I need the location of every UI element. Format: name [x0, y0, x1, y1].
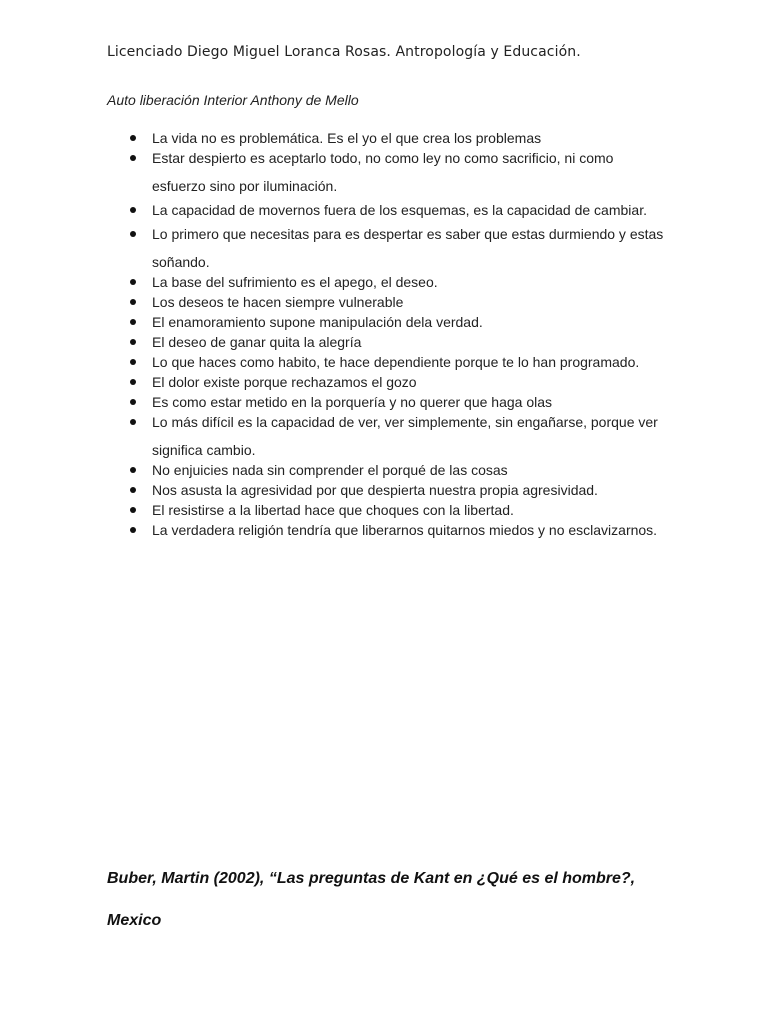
bullet-icon: [130, 155, 136, 161]
list-item-text: Lo más difícil es la capacidad de ver, ver simplemente, sin engañarse, porque ver significa cambio.: [152, 414, 658, 458]
bullet-icon: [130, 207, 136, 213]
bullet-icon: [130, 419, 136, 425]
list-item-text: Es como estar metido en la porquería y no querer que haga olas: [152, 394, 553, 410]
bullet-icon: [130, 359, 136, 365]
list-item-text: Lo primero que necesitas para es despertar es saber que estas durmiendo y estas soñando.: [152, 226, 664, 270]
bullet-icon: [130, 339, 136, 345]
bullet-icon: [130, 399, 136, 405]
list-item-text: Nos asusta la agresividad por que despierta nuestra propia agresividad.: [152, 482, 598, 498]
bullet-icon: [130, 507, 136, 513]
reference-line-1: Buber, Martin (2002), “Las preguntas de Kant en ¿Qué es el hombre?,: [107, 870, 636, 887]
list-item: [107, 372, 667, 392]
bullet-icon: [130, 487, 136, 493]
list-item: [107, 220, 667, 276]
list-item-text: La vida no es problemática. Es el yo el que crea los problemas: [152, 130, 542, 146]
list-item: [107, 480, 667, 500]
list-item-text: El enamoramiento supone manipulación dela verdad.: [152, 314, 483, 330]
list-item-text: La capacidad de movernos fuera de los esquemas, es la capacidad de cambiar.: [152, 202, 647, 218]
list-item: [107, 460, 667, 480]
bullet-icon: [130, 527, 136, 533]
bullet-icon: [130, 135, 136, 141]
reference-line-2: Mexico: [107, 912, 162, 929]
document-subtitle: Auto liberación Interior Anthony de Mello: [107, 92, 359, 108]
list-item: [107, 312, 667, 332]
list-item: [107, 272, 667, 292]
list-item: [107, 144, 667, 200]
list-item: [107, 516, 667, 544]
bullet-list: [107, 128, 667, 540]
bullet-icon: [130, 379, 136, 385]
list-item: [107, 408, 667, 464]
bullet-icon: [130, 231, 136, 237]
bullet-icon: [130, 279, 136, 285]
bullet-icon: [130, 319, 136, 325]
bullet-icon: [130, 299, 136, 305]
list-item-text: El dolor existe porque rechazamos el gozo: [152, 374, 417, 390]
list-item-text: Los deseos te hacen siempre vulnerable: [152, 294, 404, 310]
list-item-text: La base del sufrimiento es el apego, el deseo.: [152, 274, 438, 290]
list-item-text: La verdadera religión tendría que liberarnos quitarnos miedos y no esclavizarnos.: [152, 522, 658, 538]
list-item: [107, 292, 667, 312]
document-header: Licenciado Diego Miguel Loranca Rosas. Antropología y Educación.: [107, 44, 581, 60]
list-item-text: El resistirse a la libertad hace que choques con la libertad.: [152, 502, 514, 518]
bullet-icon: [130, 467, 136, 473]
list-item-text: Lo que haces como habito, te hace dependiente porque te lo han programado.: [152, 354, 640, 370]
list-item-text: El deseo de ganar quita la alegría: [152, 334, 362, 350]
list-item-text: Estar despierto es aceptarlo todo, no como ley no como sacrificio, ni como esfuerzo sino por iluminación.: [152, 150, 614, 194]
list-item-text: No enjuicies nada sin comprender el porqué de las cosas: [152, 462, 508, 478]
